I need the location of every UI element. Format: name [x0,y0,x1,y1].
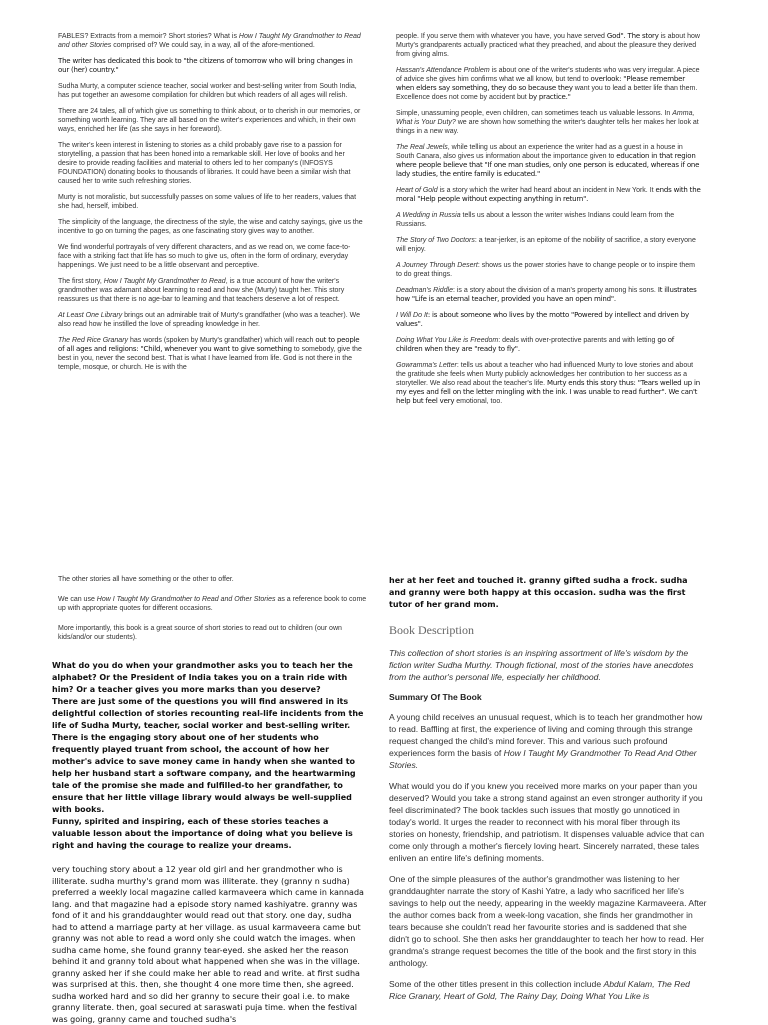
paragraph: Sudha Murty, a computer science teacher, social worker and best-selling writer from South India, has put together an awesome compilation for children but which readers of all ages will relish. [58,83,357,99]
paragraph: A Wedding in Russia tells us about a lesson the writer wishes Indians could learn from the Russians. [396,212,675,228]
paragraph: There are just some of the questions you will find answered in its delightful collection of stories recounting real-life incidents from the life of Sudha Murty, teacher, social worker and best-selling writer. There is the engaging story about one of her students who frequently played truant from school, the account of how her mother's advice to save money came in handy when she wanted to help her husband start a software company, and the heartwarming tale of the promise she made and fulfilled-to her grandfather, to ensure that her little village library would always be well-supplied with books. [52,697,364,814]
paragraph: What do you do when your grandmother asks you to teach her the alphabet? Or the President of India takes you on a train ride with him? Or a teacher gives you more marks than you deserve? [52,661,353,694]
paragraph: The Real Jewels, while telling us about an experience the writer had as a guest in a house in South Canara, also gives us information about the importance given to education in that region where people believe that "If one man studies, only one person is educated, whereas if one lady studies, the entire family is educated." [396,144,700,178]
paragraph: Hassan's Attendance Problem is about one of the writer's students who was very irregular. A piece of advice she gives him confirms what we all know, but tend to overlook: "Please remember when elders say something, they do so because they want you to lead a better life than them. Excellence does not come by accident but by practice." [396,67,700,101]
page2-left-column [58,575,368,652]
paragraph: Funny, spirited and inspiring, each of these stories teaches a valuable lesson about the importance of doing what you believe is right and having the courage to realize your dreams. [52,817,353,850]
paragraph: We can use How I Taught My Grandmother to Read and Other Stories as a reference book to come up with appropriate quotes for different occasions. [58,596,367,612]
paragraph: The writer's keen interest in listening to stories as a child probably gave rise to a passion for storytelling, a passion that has been honed into a remarkable skill. Her love of books and her desire to provide reading facilities and material to others led to her company's (INFOSYS FOUNDATION) donating books to thousands of libraries. It could have been a similar wish that caused her to write such refreshing stories. [58,142,351,185]
paragraph: Doing What You Like is Freedom: deals with over-protective parents and with letting go of children when they are "ready to fly". [396,336,675,353]
paragraph: her at her feet and touched it. granny gifted sudha a frock. sudha and granny were both happy at this occasion. sudha was the first tutor of her grand mom. [389,576,688,609]
paragraph: Deadman's Riddle: is a story about the division of a man's property among his sons. It illustrates how "Life is an eternal teacher, provided you have an open mind". [396,286,697,303]
paragraph: The other stories all have something or the other to offer. [58,576,234,583]
paragraph: The first story, How I Taught My Grandmother to Read, is a true account of how the writer's grandmother was adamant about learning to read and how she (Murty) taught her. This story reassures us that there is no age-bar to learning and that teachers deserve a lot of respect. [58,278,345,303]
paragraph: very touching story about a 12 year old girl and her grandmother who is illiterate. sudha murthy's grand mom was illiterate. they (granny n sudha) preferred a weekly local magazine called karmaveera which came in kannada lang. and that magazine had a episode story named kashiyatre. granny was fond of it and his granddaughter would read out that story. one day, sudha had to attend a marriage party at her village. as usual karmaveera came but granny was not able to read a word only she could watch the images. when sudha came home, she found granny tear-eyed. she asked her the reason behind it and granny told about what happened when she was in the village. granny asked her if she could make her able to read and write. at first sudha was surprised at this. then, she thought 4 one more time then, she agreed. sudha worked hard and so did her granny to secure their goal i.e. to make granny literate. then, goal secured at saraswati puja time. when the festival was going, granny came and touched sudha's [52,865,364,1024]
section-title: Book Description [389,623,474,637]
paragraph: I Will Do It: is about someone who lives by the motto "Powered by intellect and driven by values". [396,311,689,328]
paragraph: Heart of Gold is a story which the writer had heard about an incident in New York. It ends with the moral "Help people without expecting anything in return". [396,186,701,203]
paragraph: This collection of short stories is an inspiring assortment of life's wisdom by the fiction writer Sudha Murthy. Though fictional, most of the stories have anecdotes from the author's personal life, especially her childhood. [389,648,694,682]
paragraph: FABLES? Extracts from a memoir? Short stories? What is How I Taught My Grandmother to Read and other Stories comprised of? We could say, in a way, all of the afore-mentioned. [58,33,361,49]
paragraph: people. If you serve them with whatever you have, you have served God". The story is about how Murty's grandparents actually practiced what they preached, and about the pleasure they derived from giving alms. [396,32,700,58]
paragraph: One of the simple pleasures of the author's grandmother was listening to her granddaughter narrate the story of Kashi Yatre, a lady who sacrificed her life's savings to help out the needy, appearing in the weekly magazine Karmaveera. After the author comes back from a week-long vacation, she finds her grandmother in tears because she couldn't read her favourite stories and is saddened that she didn't go to school. She then asks her granddaughter to teach her how to read. Her grandma's strange request becomes the title of the book and the first story in this anthology. [389,874,707,968]
paragraph: A Journey Through Desert: shows us the power stories have to change people or to inspire them to do great things. [396,262,695,278]
page2-left-bold-block [52,660,368,1025]
paragraph: Simple, unassuming people, even children, can sometimes teach us valuable lessons. In Amma, What is Your Duty? we are shown how something the writer's daughter tells her makes her look at things in a new way. [396,110,699,135]
paragraph: The writer has dedicated this book to "the citizens of tomorrow who will bring changes in our (her) country." [58,57,353,74]
page1-right-column [396,32,701,413]
paragraph: The simplicity of the language, the directness of the style, the wise and catchy sayings, give us the incentive to go on turning the pages, as one fascinating story gives way to another. [58,219,363,235]
paragraph: The Red Rice Granary has words (spoken by Murty's grandfather) which will reach out to people of all ages and religions: "Child, whenever you want to give something to somebody, give the best in you, never the second best. That is what I have learned from life. God is not there in the temple, mosque, or church. He is with the [58,336,362,371]
paragraph: There are 24 tales, all of which give us something to think about, or to cherish in our memories, or something worth learning. They are all based on the writer's experiences and which, in their own ways, enriched her life (as she says in her foreword). [58,108,361,133]
paragraph: At Least One Library brings out an admirable trait of Murty's grandfather (who was a teacher). We also read how he instilled the love of spreading knowledge in her. [58,312,360,328]
paragraph: More importantly, this book is a great source of short stories to read out to children (our own kids/and/or our students). [58,625,342,641]
paragraph: A young child receives an unusual request, which is to teach her grandmother how to read. Baffling at first, the experience of living and coming through this strange request changed the child's mind forever. This and various such profound experiences form the basis of How I Taught My Grandmother To Read And Other Stories. [389,712,703,770]
paragraph: The Story of Two Doctors: a tear-jerker, is an epitome of the nobility of sacrifice, a story everyone will enjoy. [396,237,696,253]
paragraph: What would you do if you knew you received more marks on your paper than you deserved? Would you take a strong stand against an even stronger authority if you feel discriminated? The book tackles such issues that mostly go unnoticed in today's world. It urges the reader to reconnect with his moral fiber through its stories on honesty, friendship, and patriotism. It dispenses valuable advice that can come only through a mother's fiercely loving heart. Sincerely narrated, these tales enliven an entire life's defining moments. [389,781,705,863]
page2-right-column [389,575,707,1011]
paragraph: Some of the other titles present in this collection include Abdul Kalam, The Red Rice Granary, Heart of Gold, The Rainy Day, Doing What You Like is [389,979,690,1001]
paragraph: Gowramma's Letter: tells us about a teacher who had influenced Murty to love stories and about the gratitude she feels when Murty publicly acknowledges her contribution to her success as a storyteller. We also read about the teacher's life. Murty ends this story thus: "Tears welled up in my eyes and fell on the letter mingling with the ink. I was unable to read further". We can't help but feel very emotional, too. [396,362,700,405]
page1-left-column [58,32,363,379]
paragraph: Murty is not moralistic, but successfully passes on some values of life to her readers, values that she had, herself, imbibed. [58,194,357,210]
paragraph: We find wonderful portrayals of very different characters, and as we read on, we come face-to-face with a striking fact that life has so much to give us, often in the form of ordinary, everyday happenings. We just need to be a little observant and perceptive. [58,244,351,269]
section-heading: Summary Of The Book [389,692,482,702]
